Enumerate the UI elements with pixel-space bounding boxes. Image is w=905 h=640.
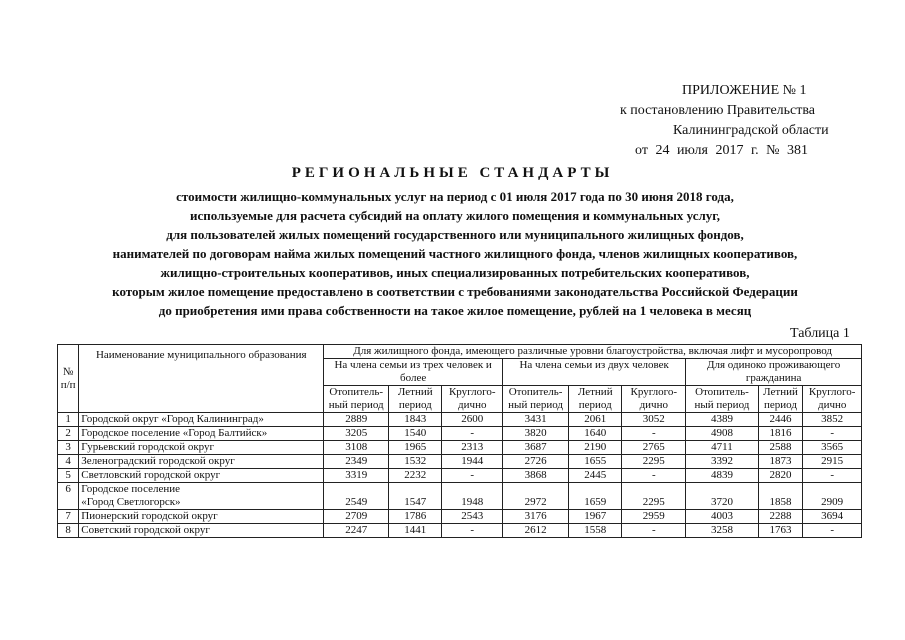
row-value: 3694 <box>803 510 862 524</box>
table-row <box>58 441 862 455</box>
row-value: 2909 <box>803 483 862 510</box>
municipality-name-line: Городское поселение <box>81 483 180 495</box>
header-heating-period: Отопитель-ный период <box>686 386 758 413</box>
header-summer-period: Летний период <box>569 386 622 413</box>
row-municipality <box>79 510 324 524</box>
row-number: 1 <box>58 413 79 427</box>
row-value: 3720 <box>686 483 758 510</box>
municipality-name-line: Городской округ «Город Калининград» <box>81 413 264 425</box>
row-value: - <box>442 427 503 441</box>
row-number: 7 <box>58 510 79 524</box>
table-row <box>58 524 862 538</box>
row-value: 2588 <box>758 441 803 455</box>
row-value: 2972 <box>503 483 569 510</box>
row-value: 4389 <box>686 413 758 427</box>
row-value: 3108 <box>324 441 389 455</box>
subtitle-line: жилищно-строительных кооперативов, иных специализированных потребительских кооперативов, <box>160 265 750 280</box>
subtitle-line: стоимости жилищно-коммунальных услуг на период с 01 июля 2017 года по 30 июня 2018 года, <box>176 189 734 204</box>
municipality-name-line: Пионерский городской округ <box>81 510 218 522</box>
row-municipality <box>79 469 324 483</box>
row-value: 1659 <box>569 483 622 510</box>
subtitle-line: которым жилое помещение предоставлено в соответствии с требованиями законодательства Российской Федерации <box>112 284 798 299</box>
subtitle-line: для пользователей жилых помещений государственного или муниципального жилищных фондов, <box>166 227 744 242</box>
subtitle-line: нанимателей по договорам найма жилых помещений частного жилищного фонда, членов жилищных кооперативов, <box>112 246 798 261</box>
row-value: 2295 <box>622 483 686 510</box>
row-number: 6 <box>58 483 79 510</box>
row-value: 2295 <box>622 455 686 469</box>
document-title: РЕГИОНАЛЬНЫЕ СТАНДАРТЫ <box>291 165 614 181</box>
table-body <box>58 413 862 538</box>
row-value: 1948 <box>442 483 503 510</box>
row-value: 1858 <box>758 483 803 510</box>
row-value: 1532 <box>389 455 442 469</box>
row-value: 3565 <box>803 441 862 455</box>
municipality-name-line: Советский городской округ <box>81 524 210 536</box>
table-row <box>58 455 862 469</box>
row-value: 3052 <box>622 413 686 427</box>
row-municipality <box>79 524 324 538</box>
row-value: 2446 <box>758 413 803 427</box>
row-value: 1640 <box>569 427 622 441</box>
row-municipality <box>79 427 324 441</box>
table-row <box>58 483 862 510</box>
row-value: 2600 <box>442 413 503 427</box>
header-three-members: На члена семьи из трех человек и более <box>324 359 503 386</box>
row-value: - <box>442 524 503 538</box>
header-summer-period: Летний период <box>758 386 803 413</box>
row-value: 3820 <box>503 427 569 441</box>
row-value: 4908 <box>686 427 758 441</box>
appendix-date-line <box>600 141 880 161</box>
subtitle-line: до приобретения ими права собственности на такое жилое помещение, рублей на 1 человека в месяц <box>158 303 752 318</box>
row-value: - <box>622 469 686 483</box>
row-number: 4 <box>58 455 79 469</box>
table-row <box>58 427 862 441</box>
appendix-title: ПРИЛОЖЕНИЕ № 1 <box>682 83 807 98</box>
row-value: 1967 <box>569 510 622 524</box>
header-number: № п/п <box>58 345 79 413</box>
row-value: 3205 <box>324 427 389 441</box>
row-value: 1786 <box>389 510 442 524</box>
table-row <box>58 413 862 427</box>
row-value: - <box>442 469 503 483</box>
header-two-members: На члена семьи из двух человек <box>503 359 686 386</box>
header-summer-period: Летний период <box>389 386 442 413</box>
appendix-date: 24 июля 2017 г. <box>655 143 759 158</box>
row-value: - <box>622 524 686 538</box>
row-value: 1558 <box>569 524 622 538</box>
row-value: 2190 <box>569 441 622 455</box>
municipality-name-line: Гурьевский городской округ <box>81 441 215 453</box>
municipality-name-line: «Город Светлогорск» <box>81 496 181 508</box>
row-value: 1547 <box>389 483 442 510</box>
row-value: 3431 <box>503 413 569 427</box>
row-value: 1655 <box>569 455 622 469</box>
row-value: 3852 <box>803 413 862 427</box>
row-value: 4839 <box>686 469 758 483</box>
appendix-date-prefix: от <box>635 143 648 158</box>
table-caption: Таблица 1 <box>790 326 850 341</box>
row-value: 2247 <box>324 524 389 538</box>
row-value: 1843 <box>389 413 442 427</box>
row-value: 3258 <box>686 524 758 538</box>
row-value: 3176 <box>503 510 569 524</box>
row-value: 2959 <box>622 510 686 524</box>
row-value: 4711 <box>686 441 758 455</box>
row-value: 2349 <box>324 455 389 469</box>
appendix-number: 381 <box>787 143 808 158</box>
header-single: Для одиноко проживающего гражданина <box>686 359 862 386</box>
row-value: 2549 <box>324 483 389 510</box>
row-value: 1763 <box>758 524 803 538</box>
appendix-region-line: Калининградской области <box>673 123 829 138</box>
row-value: 2313 <box>442 441 503 455</box>
row-number: 8 <box>58 524 79 538</box>
row-value: 1965 <box>389 441 442 455</box>
row-value: 3319 <box>324 469 389 483</box>
row-value: 2232 <box>389 469 442 483</box>
appendix-number-label: № <box>766 143 780 158</box>
row-value: 3687 <box>503 441 569 455</box>
row-value: 2288 <box>758 510 803 524</box>
row-number: 2 <box>58 427 79 441</box>
row-value: 2726 <box>503 455 569 469</box>
row-value: - <box>803 524 862 538</box>
row-value: 2820 <box>758 469 803 483</box>
standards-table <box>57 344 862 538</box>
row-municipality <box>79 455 324 469</box>
municipality-name-line: Городское поселение «Город Балтийск» <box>81 427 268 439</box>
row-value: 1540 <box>389 427 442 441</box>
row-municipality <box>79 441 324 455</box>
appendix-decree-line: к постановлению Правительства <box>620 103 816 118</box>
row-value: 2061 <box>569 413 622 427</box>
header-year-round: Круглого-дично <box>622 386 686 413</box>
municipality-name-line: Светловский городской округ <box>81 469 221 481</box>
row-value: 1873 <box>758 455 803 469</box>
row-number: 3 <box>58 441 79 455</box>
document-subtitle <box>40 187 870 320</box>
header-year-round: Круглого-дично <box>442 386 503 413</box>
row-municipality <box>79 413 324 427</box>
header-year-round: Круглого-дично <box>803 386 862 413</box>
municipality-name-line: Зеленоградский городской округ <box>81 455 235 467</box>
row-value: 2915 <box>803 455 862 469</box>
table-row <box>58 469 862 483</box>
row-value: - <box>803 427 862 441</box>
table-row <box>58 510 862 524</box>
row-municipality <box>79 483 324 510</box>
row-value: - <box>622 427 686 441</box>
header-municipality: Наименование муниципального образования <box>79 345 324 413</box>
row-value: 2543 <box>442 510 503 524</box>
row-value: 2445 <box>569 469 622 483</box>
row-value: 4003 <box>686 510 758 524</box>
appendix-block <box>600 81 880 161</box>
row-value: - <box>803 469 862 483</box>
header-heating-period: Отопитель-ный период <box>503 386 569 413</box>
row-value: 1816 <box>758 427 803 441</box>
row-value: 3392 <box>686 455 758 469</box>
row-value: 2765 <box>622 441 686 455</box>
row-value: 2612 <box>503 524 569 538</box>
subtitle-line: используемые для расчета субсидий на оплату жилого помещения и коммунальных услуг, <box>190 208 720 223</box>
row-value: 3868 <box>503 469 569 483</box>
header-group: Для жилищного фонда, имеющего различные уровни благоустройства, включая лифт и мусоропровод <box>324 345 862 359</box>
row-value: 1944 <box>442 455 503 469</box>
row-number: 5 <box>58 469 79 483</box>
header-heating-period: Отопитель-ный период <box>324 386 389 413</box>
row-value: 2709 <box>324 510 389 524</box>
row-value: 2889 <box>324 413 389 427</box>
row-value: 1441 <box>389 524 442 538</box>
